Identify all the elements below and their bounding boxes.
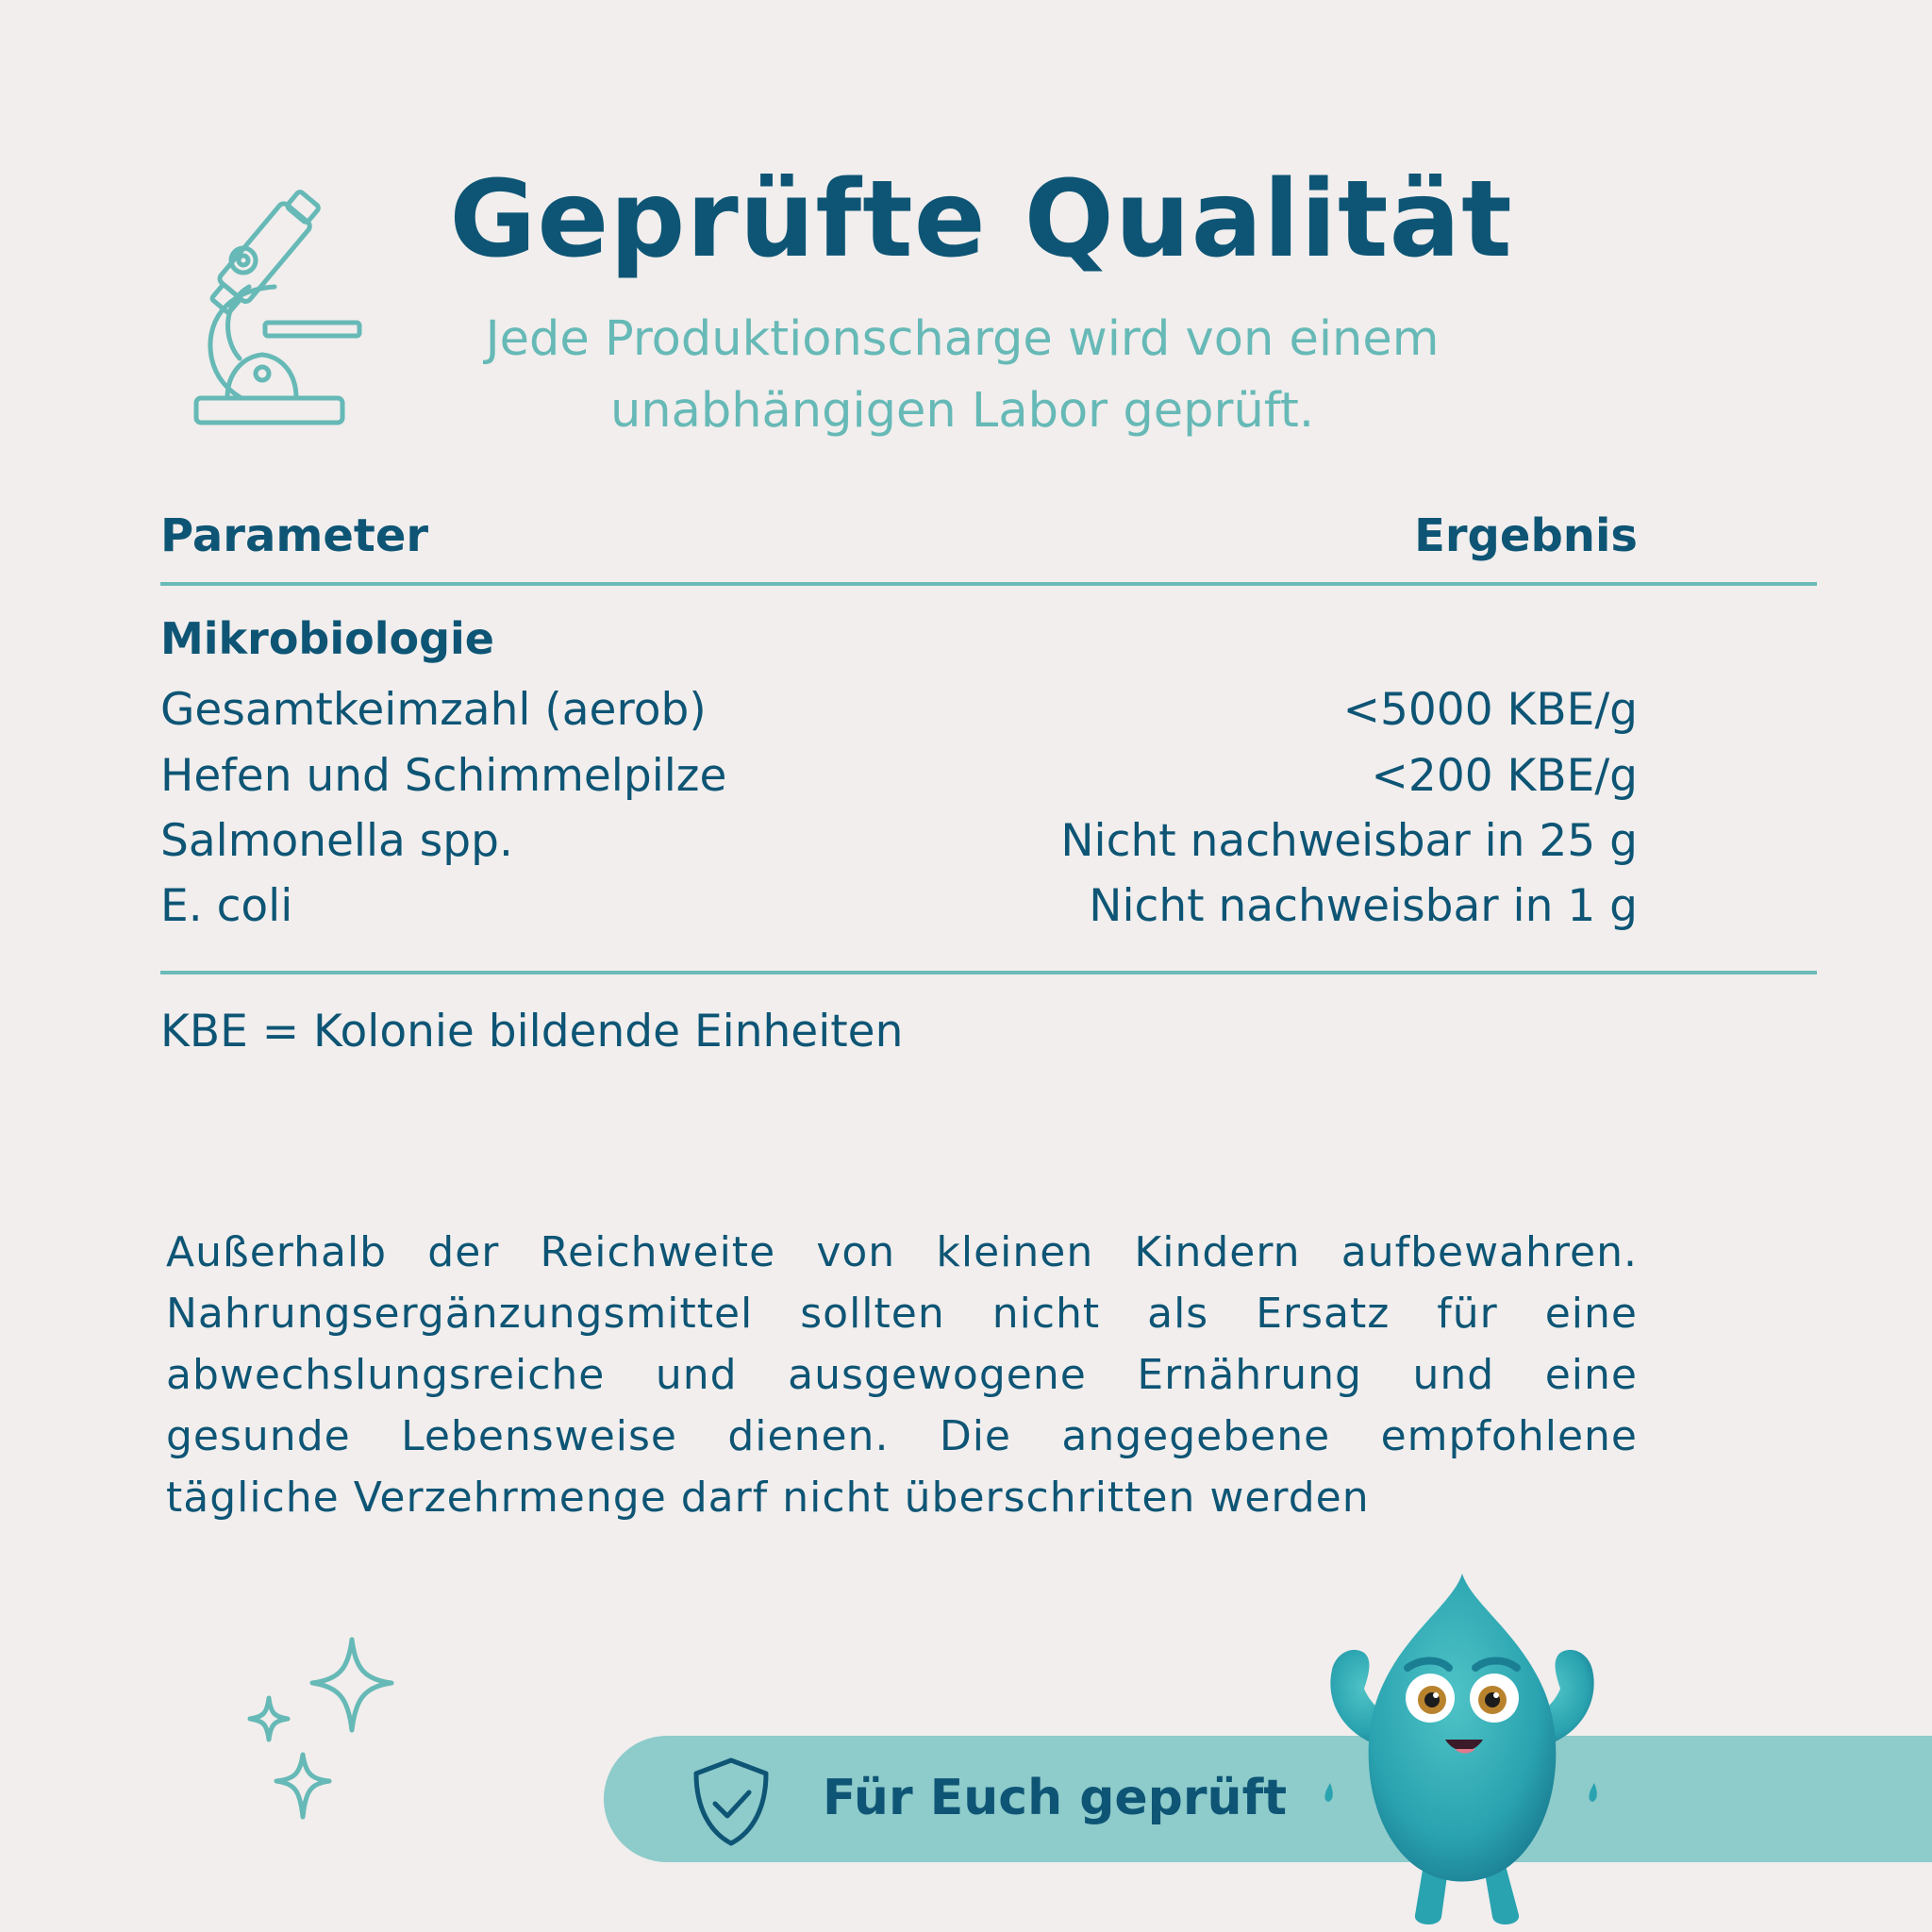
section-heading: Mikrobiologie <box>160 613 494 664</box>
page-title: Geprüfte Qualität <box>449 158 1513 281</box>
sparkles-icon <box>241 1632 410 1830</box>
table-row <box>160 873 1638 939</box>
table-bottom-divider <box>160 971 1817 974</box>
table-footnote: KBE = Kolonie bildende Einheiten <box>160 1006 904 1058</box>
page-subtitle <box>396 304 1528 447</box>
table-row <box>160 808 1638 874</box>
subtitle-line-2: unabhängigen Labor geprüft. <box>609 383 1315 439</box>
microscope-icon <box>185 189 374 434</box>
column-header-parameter: Parameter <box>160 509 429 562</box>
column-header-result: Ergebnis <box>1414 509 1638 562</box>
badge-label: Für Euch geprüft <box>823 1770 1288 1826</box>
parameter-cell: Gesamtkeimzahl (aerob) <box>160 683 707 736</box>
result-cell: <5000 KBE/g <box>1342 683 1638 736</box>
result-cell: Nicht nachweisbar in 1 g <box>1089 879 1638 932</box>
table-top-divider <box>160 582 1817 586</box>
shield-check-icon <box>689 1755 774 1849</box>
parameter-cell: Hefen und Schimmelpilze <box>160 749 727 802</box>
mascot-illustration <box>1274 1566 1651 1932</box>
parameter-cell: Salmonella spp. <box>160 814 513 867</box>
subtitle-line-1: Jede Produktionscharge wird von einem <box>485 311 1440 367</box>
table-row <box>160 742 1638 808</box>
disclaimer-text: Außerhalb der Reichweite von kleinen Kindern aufbewahren. Nahrungsergänzungsmittel sollten nicht als Ersatz für eine abwechslungsreiche und ausgewogene Ernährung und eine gesunde Lebensweise dienen. Die angegebene empfohlene tägliche Verzehrmenge darf nicht überschritten werden <box>166 1228 1638 1522</box>
result-cell: <200 KBE/g <box>1371 749 1638 802</box>
table-row <box>160 676 1638 742</box>
result-cell: Nicht nachweisbar in 25 g <box>1060 814 1638 867</box>
parameter-cell: E. coli <box>160 879 293 932</box>
